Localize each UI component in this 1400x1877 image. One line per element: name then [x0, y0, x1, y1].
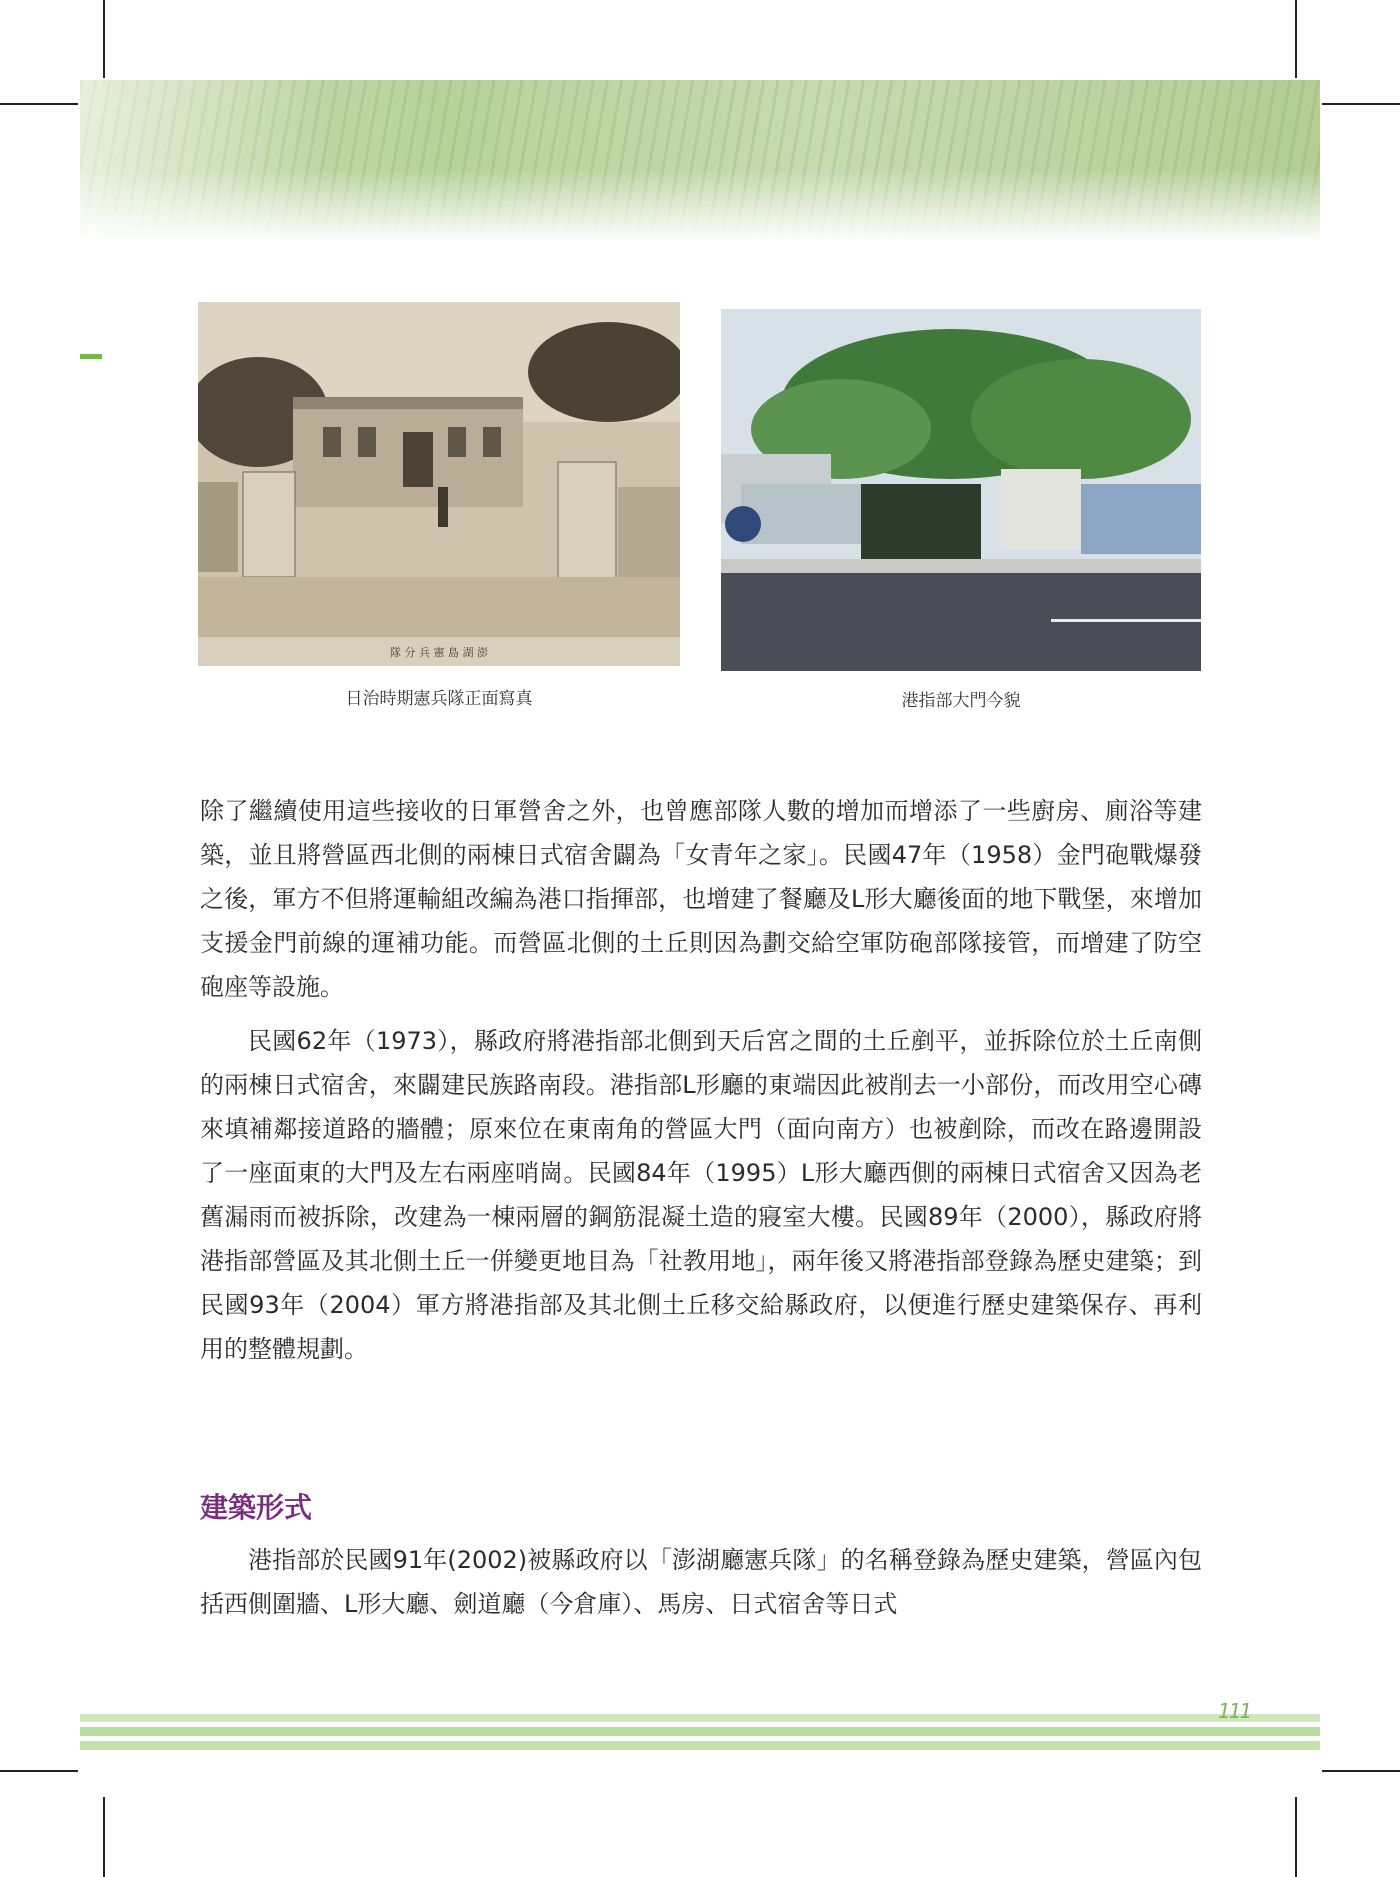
crop-mark [1295, 1797, 1297, 1877]
footer-stripe [80, 1714, 1320, 1722]
crop-mark [1322, 1770, 1400, 1772]
page-number: 111 [1218, 1699, 1251, 1723]
crop-mark [0, 1770, 78, 1772]
historical-photo [198, 302, 680, 666]
photo-label: 隊 分 兵 憲 島 湖 澎 [390, 646, 488, 659]
crop-mark [1322, 103, 1400, 105]
crop-mark [103, 1797, 105, 1877]
modern-photo [721, 309, 1201, 671]
modern-photo-image [721, 309, 1201, 671]
section-paragraph: 港指部於民國91年(2002)被縣政府以「澎湖廳憲兵隊」的名稱登錄為歷史建築，營區內包括西側圍牆、L形大廳、劍道廳（今倉庫）、馬房、日式宿舍等日式 [200, 1546, 1202, 1618]
side-accent-mark [80, 354, 102, 359]
photo-caption: 日治時期憲兵隊正面寫真 [345, 689, 533, 709]
crop-mark [103, 0, 105, 78]
footer-stripe [80, 1727, 1320, 1736]
photo-caption: 港指部大門今貌 [901, 691, 1021, 711]
section-heading: 建築形式 [200, 1491, 313, 1524]
historical-photo-image [198, 302, 680, 666]
header-grass-banner [80, 80, 1320, 242]
crop-mark [1295, 0, 1297, 78]
body-paragraph: 民國62年（1973），縣政府將港指部北側到天后宮之間的土丘剷平，並拆除位於土丘南側的兩棟日式宿舍，來闢建民族路南段。港指部L形廳的東端因此被削去一小部份，而改用空心磚來填補鄰接道路的牆體；原來位在東南角的營區大門（面向南方）也被剷除，而改在路邊開設了一座面東的大門及左右兩座哨崗。民國84年（1995）L形大廳西側的兩棟日式宿舍又因為老舊漏雨而被拆除，改建為一棟兩層的鋼筋混凝土造的寢室大樓。民國89年（2000），縣政府將港指部營區及其北側土丘一併變更地目為「社教用地」，兩年後又將港指部登錄為歷史建築；到民國93年（2004）軍方將港指部及其北側土丘移交給縣政府，以便進行歷史建築保存、再利用的整體規劃。 [200, 1027, 1202, 1363]
footer-stripe [80, 1741, 1320, 1750]
crop-mark [0, 103, 78, 105]
body-paragraph: 除了繼續使用這些接收的日軍營舍之外，也曾應部隊人數的增加而增添了一些廚房、廁浴等建築，並且將營區西北側的兩棟日式宿舍闢為「女青年之家」。民國47年（1958）金門砲戰爆發之後，軍方不但將運輸組改編為港口指揮部，也增建了餐廳及L形大廳後面的地下戰堡，來增加支援金門前線的運補功能。而營區北側的土丘則因為劃交給空軍防砲部隊接管，而增建了防空砲座等設施。 [200, 797, 1202, 1001]
